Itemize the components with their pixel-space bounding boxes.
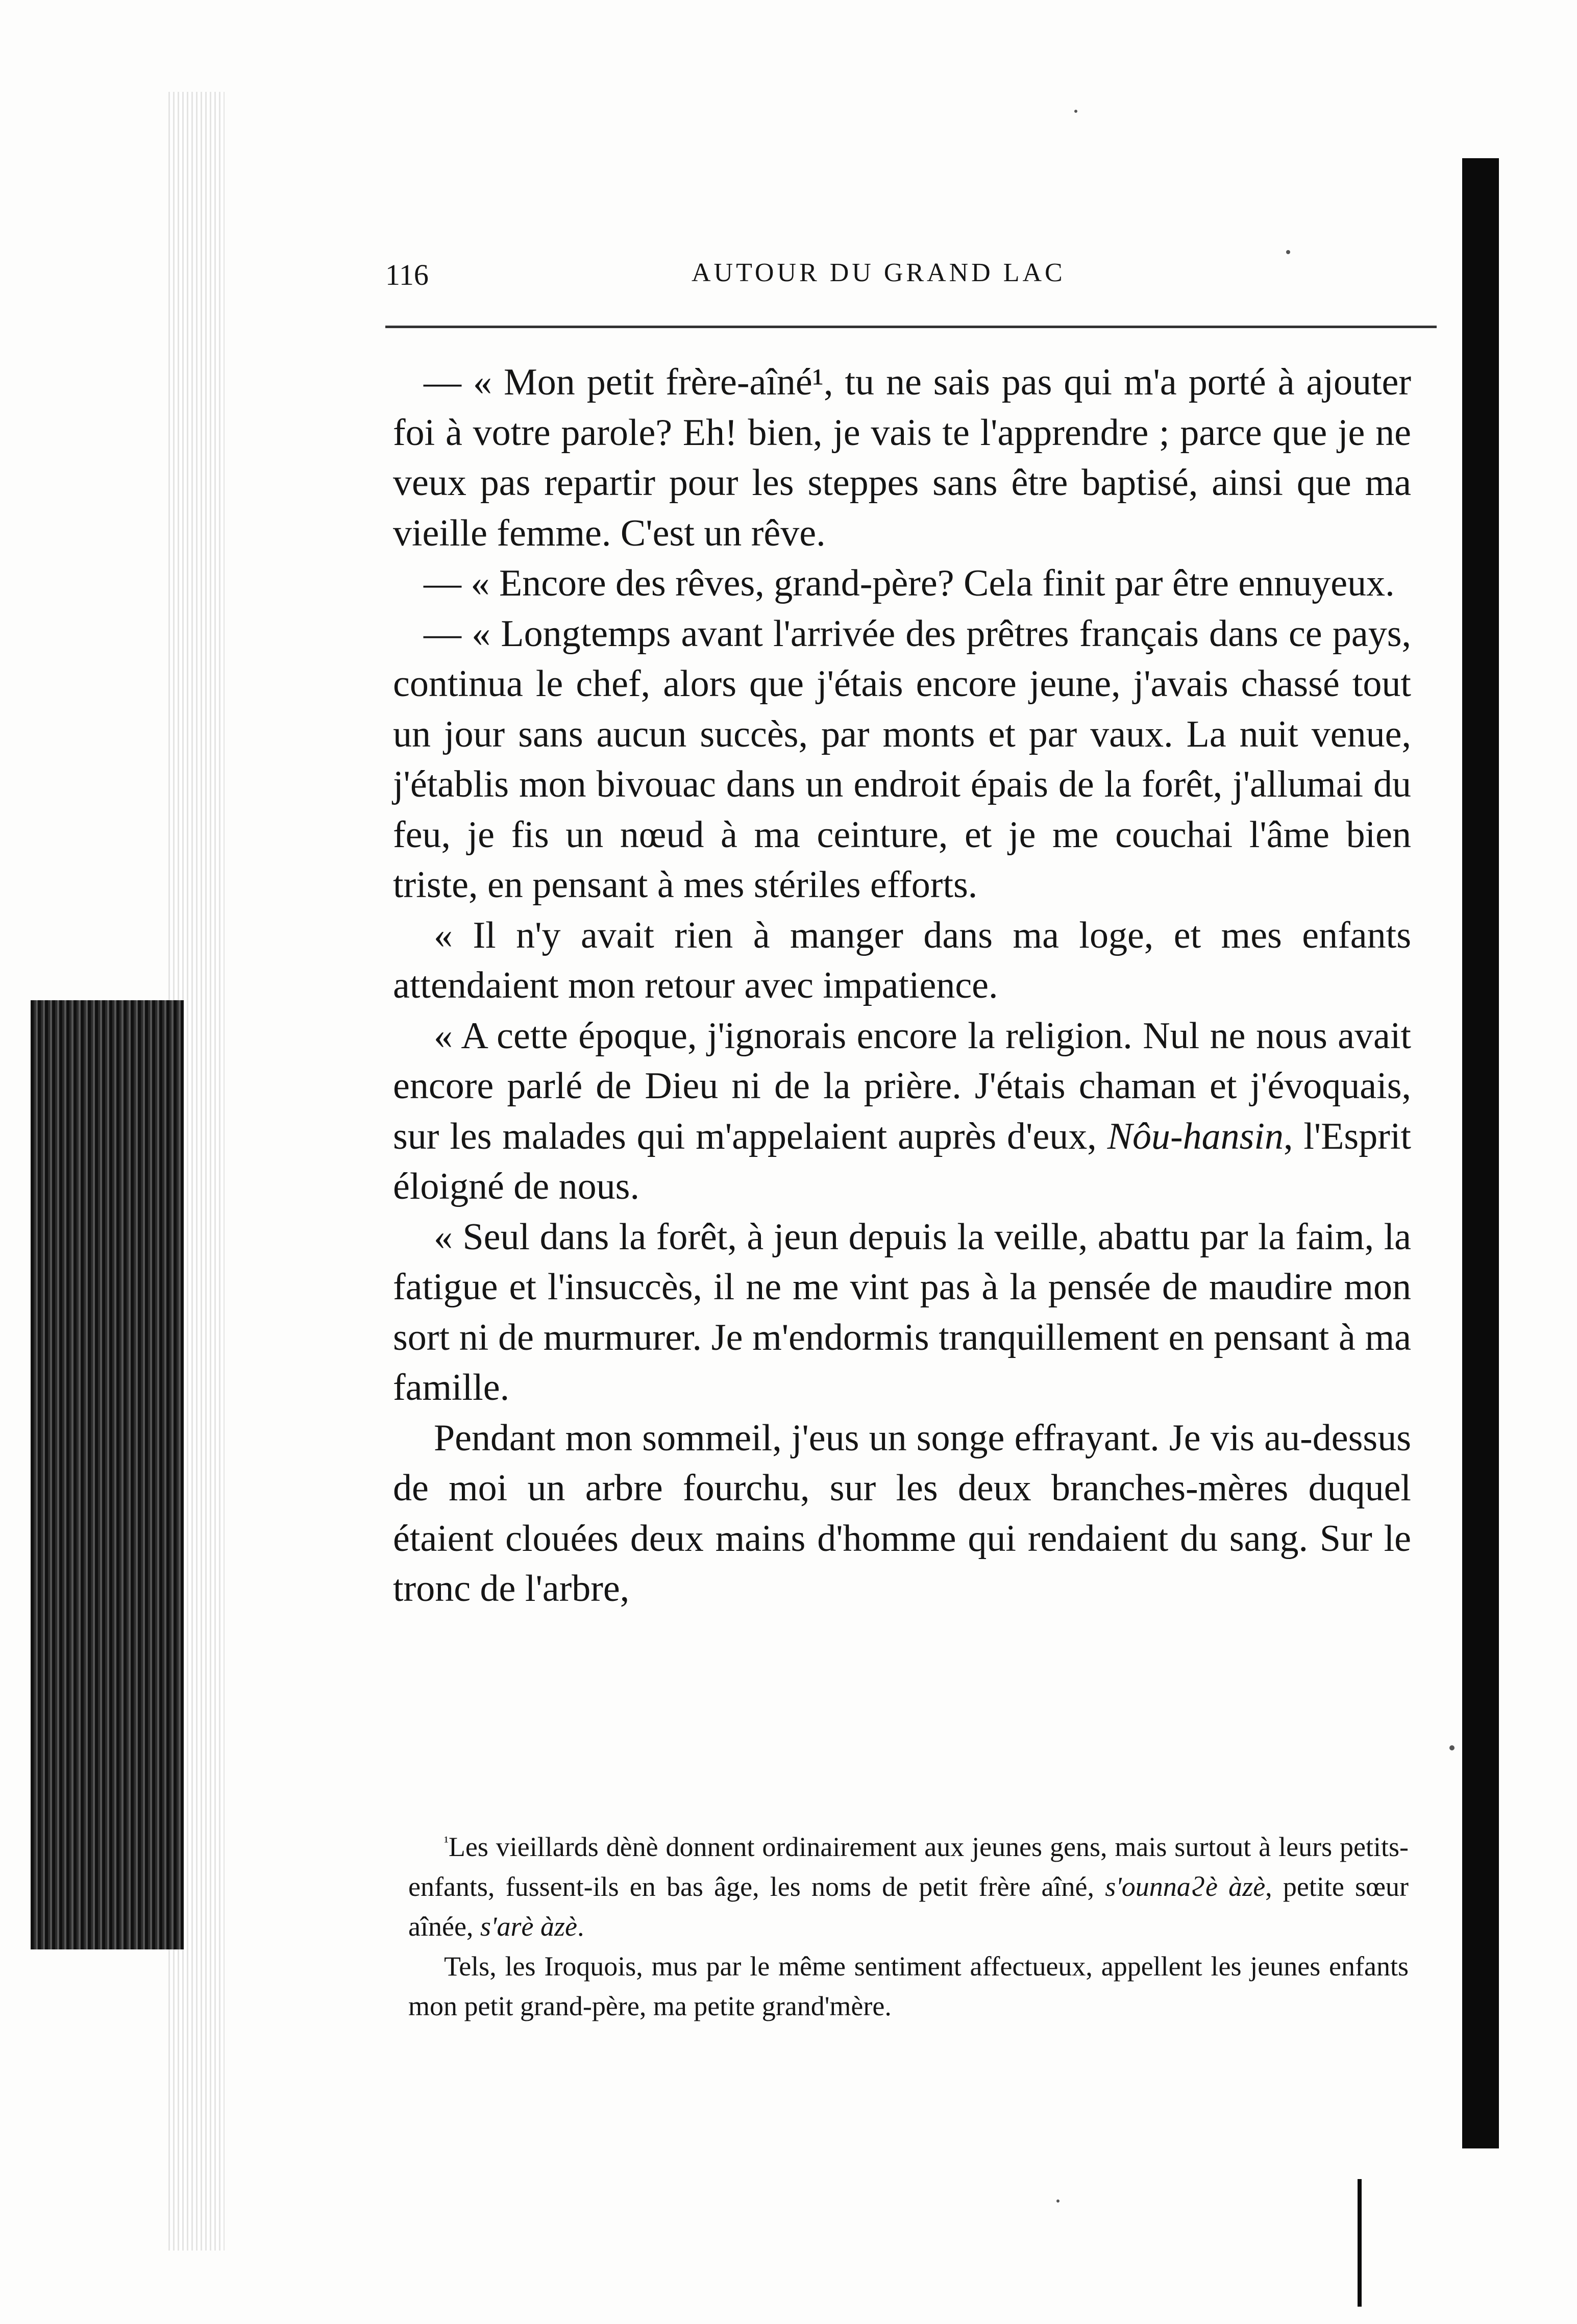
header-rule	[385, 326, 1437, 328]
scan-speck	[1056, 2199, 1059, 2203]
paragraph-5-end: , l'Esprit éloigné de nous.	[393, 1115, 1411, 1207]
paragraph-4: « Il n'y avait rien à manger dans ma loge, et mes enfants attendaient mon retour avec impatience.	[393, 914, 1411, 1006]
body-text	[393, 357, 1411, 1614]
page-header	[385, 258, 1426, 304]
scan-mark	[1358, 2179, 1362, 2307]
running-title: AUTOUR DU GRAND LAC	[692, 258, 1066, 287]
paragraph-5	[393, 1011, 1411, 1212]
footnote-1-end: .	[577, 1911, 584, 1942]
paragraph-2: — « Encore des rêves, grand-père? Cela finit par être ennuyeux.	[424, 562, 1395, 604]
footnote-term-2: s'arè àzè	[480, 1911, 577, 1942]
spirit-name: Nôu-hansin	[1107, 1115, 1284, 1157]
footnote-1-mid: , petite sœur aînée,	[408, 1871, 1409, 1942]
paragraph-5-text: « A cette époque, j'ignorais encore la religion. Nul ne nous avait encore parlé de Dieu ni de la prière. J'étais chaman et j'évoquais, sur les malades qui m'appelaient auprès d'eux,	[393, 1015, 1411, 1157]
footnotes	[408, 1827, 1409, 2026]
footnote-marker: ¹	[444, 1834, 449, 1850]
page-number: 116	[385, 258, 429, 291]
paragraph-1: — « Mon petit frère-aîné¹, tu ne sais pas qui m'a porté à ajouter foi à votre parole? Eh! bien, je vais te l'apprendre ; parce que je ne veux pas repartir pour les steppes sans être baptisé, ainsi que ma vieille femme. C'est un rêve.	[393, 361, 1411, 554]
footnote-term-1: s'ounnaϩè àzè	[1105, 1871, 1266, 1902]
footnote-1-text: Les vieillards dènè donnent ordinairement aux jeunes gens, mais surtout à leurs petits-enfants, fussent-ils en bas âge, les noms de petit frère aîné,	[408, 1832, 1409, 1902]
footnote-2: Tels, les Iroquois, mus par le même sentiment affectueux, appellent les jeunes enfants mon petit grand-père, ma petite grand'mère.	[408, 1951, 1409, 2021]
paragraph-6: « Seul dans la forêt, à jeun depuis la veille, abattu par la faim, la fatigue et l'insuccès, il ne me vint pas à la pensée de maudire mon sort ni de murmurer. Je m'endormis tranquillement en pensant à ma famille.	[393, 1216, 1411, 1408]
paragraph-3: — « Longtemps avant l'arrivée des prêtres français dans ce pays, continua le chef, alors que j'étais encore jeune, j'avais chassé tout un jour sans aucun succès, par monts et par vaux. La nuit venue, j'établis mon bivouac dans un endroit épais de la forêt, j'allumai du feu, je fis un nœud à ma ceinture, et je me couchai l'âme bien triste, en pensant à mes stériles efforts.	[393, 612, 1411, 906]
paragraph-7: Pendant mon sommeil, j'eus un songe effrayant. Je vis au-dessus de moi un arbre fourchu, sur les deux branches-mères duquel étaient clouées deux mains d'homme qui rendaient du sang. Sur le tronc de l'arbre,	[393, 1417, 1411, 1610]
binding-shadow	[31, 1000, 184, 1949]
footnote-1	[408, 1827, 1409, 1946]
page-edge-shadow	[1462, 158, 1499, 2148]
scan-speck	[1286, 250, 1290, 254]
scan-speck	[1074, 110, 1077, 113]
scan-speck	[1449, 1745, 1455, 1750]
